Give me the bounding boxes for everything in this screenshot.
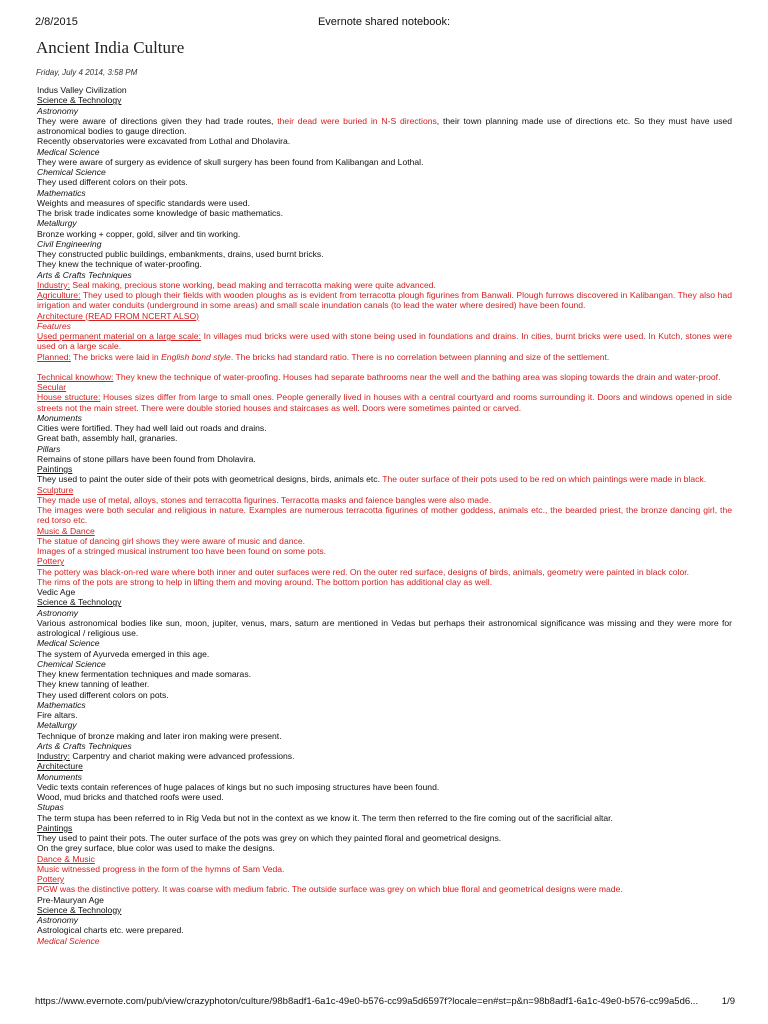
paragraph: The images were both secular and religious in nature. Examples are numerous terracotta figurines of mother goddess, animals etc., the bearded priest, the bronze dancing girl, the red torso etc. <box>37 505 732 526</box>
topic-heading: Monuments <box>37 771 82 782</box>
topic-heading: Mathematics <box>37 699 86 710</box>
page-number: 1/9 <box>721 996 735 1007</box>
paragraph: Various astronomical bodies like sun, moon, jupiter, venus, mars, saturn are mentioned in Vedas but perhaps their astronomical significance was missing and they were more for astrological / religious use. <box>37 617 732 638</box>
paragraph: The statue of dancing girl shows they were aware of music and dance. <box>37 535 305 546</box>
paragraph: They used different colors on pots. <box>37 689 169 700</box>
topic-heading: Civil Engineering <box>37 238 102 249</box>
topic-heading: Astronomy <box>37 915 79 925</box>
topic-heading: Metallurgy <box>37 218 77 229</box>
topic-heading: Music & Dance <box>37 525 95 536</box>
topic-heading: Mathematics <box>37 187 86 198</box>
paragraph: They knew the technique of water-proofing. <box>37 259 202 270</box>
section-heading: Pre-Mauryan Age <box>37 894 104 905</box>
topic-heading: Sculpture <box>37 484 74 495</box>
topic-heading: Astronomy <box>37 105 79 116</box>
note-content <box>37 85 732 946</box>
topic-heading: Metallurgy <box>37 720 77 731</box>
paragraph: Images of a stringed musical instrument too have been found on some pots. <box>37 546 327 556</box>
section-heading: Indus Valley Civilization <box>37 85 127 95</box>
subsection-heading: Science & Technology <box>37 95 122 106</box>
topic-heading: Astronomy <box>37 607 79 618</box>
topic-heading: Chemical Science <box>37 658 106 669</box>
subsection-heading: Architecture (READ FROM NCERT ALSO) <box>37 310 200 321</box>
paragraph: Technique of bronze making and later iron making were present. <box>37 730 282 741</box>
paragraph: The system of Ayurveda emerged in this age. <box>37 648 210 659</box>
paragraph: Vedic texts contain references of huge palaces of kings but no such imposing structures have been found. <box>37 781 440 792</box>
paragraph: The term stupa has been referred to in Rig Veda but not in the context as we know it. The term then referred to the fire coming out of the sacrificial altar. <box>37 812 613 823</box>
topic-heading: Features <box>37 320 71 331</box>
paragraph: Great bath, assembly hall, granaries. <box>37 433 178 444</box>
paragraph: Recently observatories were excavated from Lothal and Dholavira. <box>37 136 291 147</box>
paragraph: The rims of the pots are strong to help in lifting them and moving around. The bottom portion has additional clay as well. <box>37 576 493 587</box>
subsection-heading: Science & Technology <box>37 597 122 608</box>
paragraph: Music witnessed progress in the form of the hymns of Sam Veda. <box>37 863 285 874</box>
paragraph: Fire altars. <box>37 710 78 720</box>
paragraph: Remains of stone pillars have been found from Dholavira. <box>37 453 256 464</box>
print-footer <box>35 996 735 1007</box>
topic-heading: Pillars <box>37 443 61 454</box>
topic-heading: Medical Science <box>37 935 100 946</box>
topic-heading: Medical Science <box>37 638 100 649</box>
paragraph: The brisk trade indicates some knowledge of basic mathematics. <box>37 208 283 218</box>
paragraph: Used permanent material on a large scale: In villages mud bricks were used with stone being used in foundations and drains. In cities, burnt bricks were used. In Kutch, stones were used on a large scale. <box>37 331 732 352</box>
topic-heading: Pottery <box>37 556 65 567</box>
paragraph: They used different colors on their pots. <box>37 177 188 188</box>
topic-heading: Dance & Music <box>37 853 95 864</box>
note-title: Ancient India Culture <box>36 38 185 57</box>
paragraph: They made use of metal, alloys, stones and terracotta figurines. Terracotta masks and faience bangles were also made. <box>37 494 492 505</box>
paragraph: Industry: Carpentry and chariot making were advanced professions. <box>37 751 295 761</box>
paragraph: Bronze working + copper, gold, silver and tin working. <box>37 228 241 239</box>
paragraph: Wood, mud bricks and thatched roofs were used. <box>37 792 224 802</box>
paragraph: They constructed public buildings, embankments, drains, used burnt bricks. <box>37 249 324 259</box>
paragraph: They knew fermentation techniques and made somaras. <box>37 669 252 679</box>
paragraph: Agriculture: They used to plough their fields with wooden ploughs as is evident from terracotta plough figurines from Banwali. Plough furrows discovered in Kalibangan. They also had irrigation and water conduits (underground in some areas) and small scale inundation canals (to lead the water where desired) have been found. <box>37 290 732 311</box>
print-date: 2/8/2015 <box>35 16 78 28</box>
paragraph: The pottery was black-on-red ware where both inner and outer surfaces were red. On the outer red surface, designs of birds, animals, geometry were painted in black color. <box>37 566 690 577</box>
topic-heading: Pottery <box>37 874 65 884</box>
paragraph: Industry: Seal making, precious stone working, bead making and terracotta making were quite advanced. <box>37 279 436 290</box>
paragraph: They were aware of surgery as evidence of skull surgery has been found from Kalibangan and Lothal. <box>37 156 424 167</box>
topic-heading: Paintings <box>37 822 73 833</box>
paragraph: They used to paint their pots. The outer surface of the pots was grey on which they painted floral and geometrical designs. <box>37 833 502 843</box>
topic-heading: Arts & Crafts Techniques <box>37 740 132 751</box>
topic-heading: Stupas <box>37 802 64 813</box>
topic-heading: Secular <box>37 382 67 392</box>
subsection-heading: Science & Technology <box>37 904 122 915</box>
topic-heading: Chemical Science <box>37 167 106 177</box>
print-title: Evernote shared notebook: <box>317 16 451 28</box>
section-heading: Vedic Age <box>37 587 76 597</box>
paragraph: On the grey surface, blue color was used to make the designs. <box>37 843 275 854</box>
paragraph: PGW was the distinctive pottery. It was coarse with medium fabric. The outside surface was grey on which blue floral and geometrical designs were made. <box>37 884 623 895</box>
source-url: https://www.evernote.com/pub/view/crazyphoton/culture/98b8adf1-6a1c-49e0-b576-cc99a5d6597f?locale=en#st=p&n=98b8adf1-6a1c-49e0-b576-cc99a5d6... <box>35 996 699 1007</box>
paragraph: Planned: The bricks were laid in English bond style. The bricks had standard ratio. There is no correlation between planning and size of the settlement. <box>37 351 610 362</box>
paragraph: House structure: Houses sizes differ from large to small ones. People generally lived in houses with a central courtyard and rooms surrounding it. Doors and windows opened in side streets not the main street. There were double storied houses and staircases as well. Doors were sometimes painted or carved. <box>37 392 732 413</box>
paragraph: They used to paint the outer side of their pots with geometrical designs, birds, animals etc. The outer surface of their pots used to be red on which paintings were made in black. <box>37 474 707 485</box>
note-meta: Friday, July 4 2014, 3:58 PM <box>36 68 138 77</box>
topic-heading: Medical Science <box>37 146 100 157</box>
topic-heading: Paintings <box>37 464 73 474</box>
subsection-heading: Architecture <box>37 761 83 772</box>
paragraph: They were aware of directions given they had trade routes, their dead were buried in N-S directions, their town planning made use of directions etc. So they must have used astronomical bodies to gauge direction. <box>37 115 732 136</box>
paragraph: Cities were fortified. They had well laid out roads and drains. <box>37 423 267 433</box>
paragraph: They knew tanning of leather. <box>37 679 150 690</box>
paragraph: Astrological charts etc. were prepared. <box>37 925 184 936</box>
topic-heading: Monuments <box>37 412 82 423</box>
topic-heading: Arts & Crafts Techniques <box>37 269 132 280</box>
paragraph: Weights and measures of specific standards were used. <box>37 197 250 208</box>
paragraph: Technical knowhow: They knew the technique of water-proofing. Houses had separate bathrooms near the well and the bathing area was sloping towards the drain and water-proof. <box>37 371 721 382</box>
